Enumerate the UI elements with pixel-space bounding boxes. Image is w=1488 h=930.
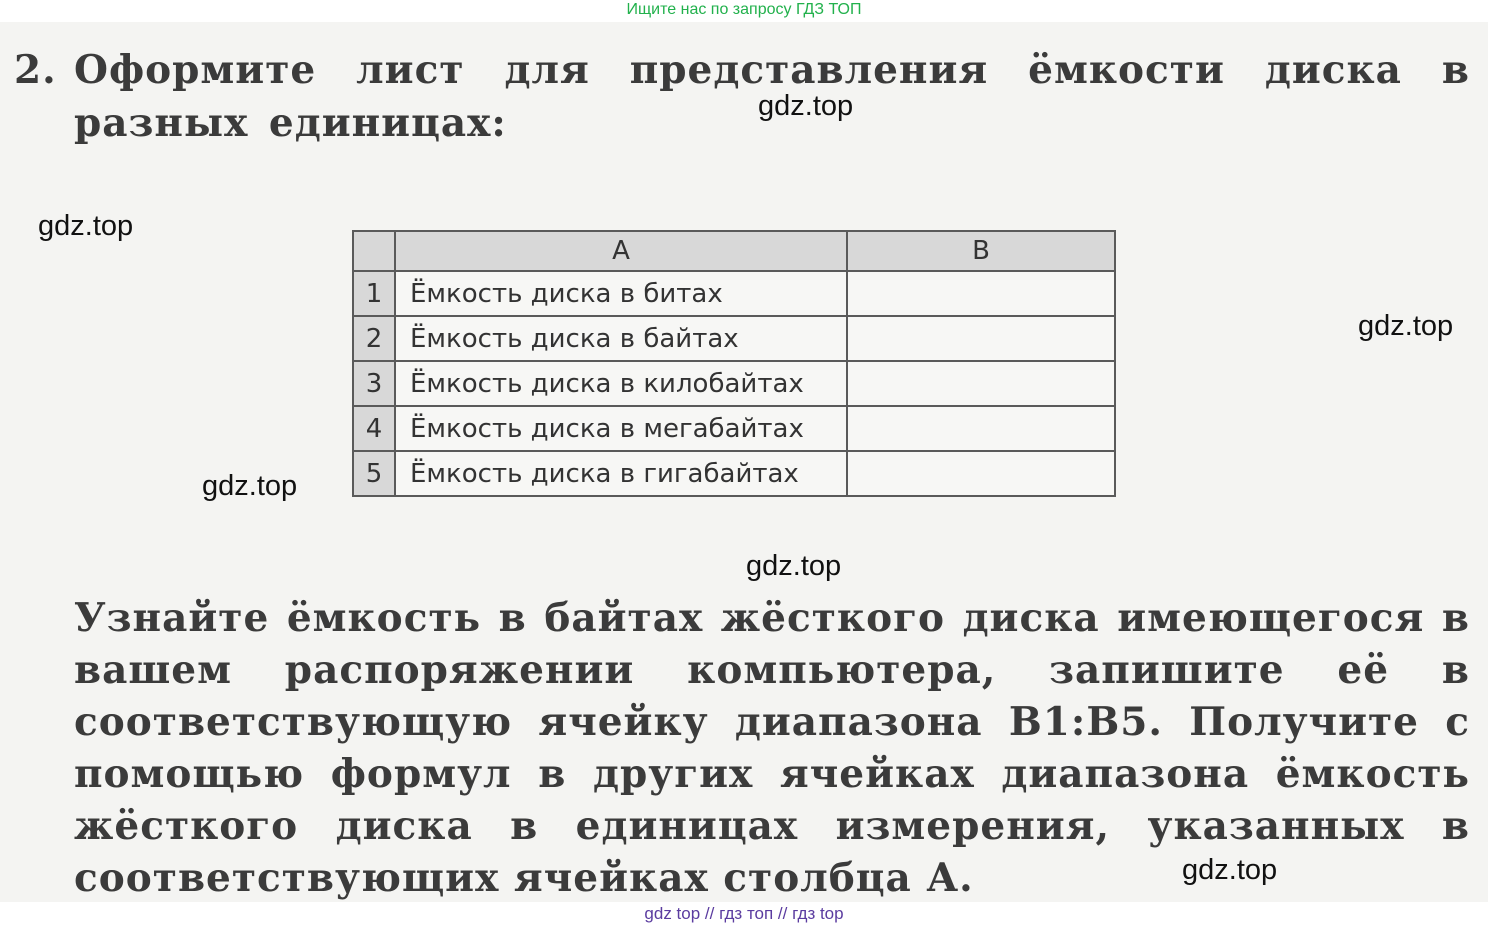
cell-b2 bbox=[847, 316, 1115, 361]
task-heading bbox=[14, 44, 1470, 150]
cell-b3 bbox=[847, 361, 1115, 406]
bottom-banner: gdz top // гдз топ // гдз top bbox=[644, 904, 844, 923]
cell-a3: Ёмкость диска в килобайтах bbox=[395, 361, 847, 406]
spreadsheet-table bbox=[352, 230, 1116, 497]
row-number: 5 bbox=[353, 451, 395, 496]
cell-a5: Ёмкость диска в гигабайтах bbox=[395, 451, 847, 496]
cell-a1: Ёмкость диска в битах bbox=[395, 271, 847, 316]
watermark: gdz.top bbox=[1358, 310, 1454, 342]
row-number: 1 bbox=[353, 271, 395, 316]
top-banner: Ищите нас по запросу ГДЗ ТОП bbox=[626, 1, 862, 18]
cell-b5 bbox=[847, 451, 1115, 496]
corner-cell bbox=[353, 231, 395, 271]
row-number: 4 bbox=[353, 406, 395, 451]
header-row bbox=[353, 231, 1115, 271]
cell-a4: Ёмкость диска в мегабайтах bbox=[395, 406, 847, 451]
watermark: gdz.top bbox=[38, 210, 134, 242]
cell-b1 bbox=[847, 271, 1115, 316]
column-header-b: B bbox=[847, 231, 1115, 271]
cell-b4 bbox=[847, 406, 1115, 451]
watermark: gdz.top bbox=[758, 90, 854, 122]
watermark: gdz.top bbox=[1182, 854, 1278, 886]
table-row bbox=[353, 271, 1115, 316]
watermark: gdz.top bbox=[746, 550, 842, 582]
column-header-a: A bbox=[395, 231, 847, 271]
table-row bbox=[353, 361, 1115, 406]
table-row bbox=[353, 406, 1115, 451]
row-number: 2 bbox=[353, 316, 395, 361]
table-row bbox=[353, 316, 1115, 361]
task-body-text: Узнайте ёмкость в байтах жёсткого диска имеющегося в вашем распоряжении компьютера, запишите её в соответствующую ячейку диапазона B1:B5. Получите с помощью формул в других ячейках диапазона ёмкость жёсткого диска в единицах измерения, указанных в соответствующих ячейках столбца А. bbox=[74, 595, 1470, 901]
task-number: 2. bbox=[14, 47, 57, 93]
row-number: 3 bbox=[353, 361, 395, 406]
cell-a2: Ёмкость диска в байтах bbox=[395, 316, 847, 361]
table-row bbox=[353, 451, 1115, 496]
watermark: gdz.top bbox=[202, 470, 298, 502]
task-text: Оформите лист для представления ёмкости диска в разных единицах: bbox=[74, 47, 1470, 146]
